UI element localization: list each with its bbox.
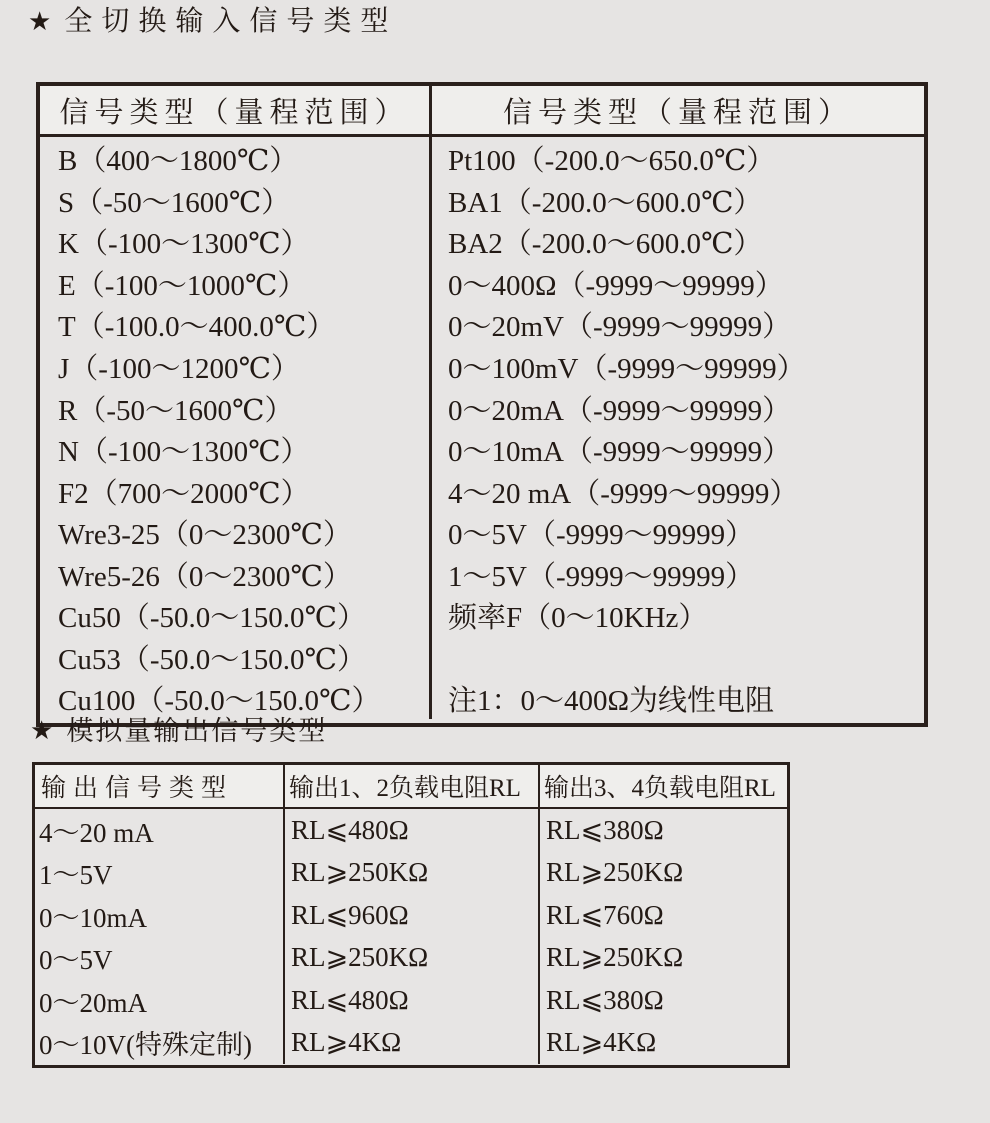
- output-signal-cell: 1～5V: [35, 852, 285, 895]
- signal-row: 频率F（0～10KHz）: [448, 602, 708, 635]
- output-signal-cell: 0～10mA: [35, 894, 285, 937]
- signal-row: 0～5V（-9999～99999）: [448, 519, 755, 552]
- input-table-header-row: [40, 86, 924, 137]
- note-row: 注1：0～400Ω为线性电阻: [448, 685, 775, 718]
- signal-row: 4～20 mA（-9999～99999）: [448, 477, 799, 510]
- load-resistance-cell: RL⩾250KΩ: [285, 937, 540, 980]
- signal-row: 0～20mA（-9999～99999）: [448, 394, 792, 427]
- signal-row: E（-100～1000℃）: [58, 269, 307, 302]
- load-resistance-cell: RL⩽480Ω: [285, 979, 540, 1022]
- signal-row: Wre3-25（0～2300℃）: [58, 519, 352, 552]
- input-table-body: [40, 137, 924, 719]
- signal-row: 0～100mV（-9999～99999）: [448, 353, 806, 385]
- input-signal-table: [36, 82, 928, 727]
- signal-row: R（-50～1600℃）: [58, 394, 294, 427]
- output-table-header-row: [35, 765, 787, 809]
- signal-row: 0～20mV（-9999～99999）: [448, 311, 792, 344]
- output-signal-cell: 4～20 mA: [35, 809, 285, 852]
- signal-row: K（-100～1300℃）: [58, 228, 310, 261]
- signal-row: BA2（-200.0～600.0℃）: [448, 228, 763, 261]
- load-resistance-cell: RL⩽380Ω: [546, 814, 664, 845]
- load-resistance-cell: RL⩽760Ω: [546, 899, 664, 930]
- load-resistance-cell: RL⩽480Ω: [285, 809, 540, 852]
- load-resistance-cell: RL⩾250KΩ: [546, 857, 684, 888]
- output-table-body: [35, 809, 787, 1064]
- signal-row: J（-100～1200℃）: [58, 353, 300, 385]
- input-table-header-right: 信号类型（量程范围）: [502, 96, 853, 129]
- table-row: [35, 979, 787, 1022]
- star-icon: ★: [28, 7, 52, 36]
- output-signal-cell: 0～20mA: [35, 979, 285, 1022]
- signal-row: Wre5-26（0～2300℃）: [58, 560, 352, 593]
- load-resistance-cell: RL⩽960Ω: [285, 894, 540, 937]
- table-row: [35, 894, 787, 937]
- table-row: [35, 852, 787, 895]
- input-table-right-column: [432, 137, 924, 719]
- input-signal-heading: [28, 4, 397, 40]
- load-resistance-cell: RL⩾250KΩ: [546, 942, 684, 973]
- table-row: [35, 1022, 787, 1065]
- output-signal-table: [32, 762, 790, 1068]
- signal-row: N（-100～1300℃）: [58, 436, 310, 469]
- input-table-left-column: [40, 137, 432, 719]
- load-resistance-cell: RL⩽380Ω: [546, 984, 664, 1015]
- input-table-header-left: 信号类型（量程范围）: [40, 86, 432, 134]
- signal-row: S（-50～1600℃）: [58, 186, 291, 219]
- signal-row: B（400～1800℃）: [58, 145, 299, 178]
- output-signal-cell: 0～10V(特殊定制): [35, 1022, 285, 1065]
- table-row: [35, 937, 787, 980]
- output-table-header-load-12: 输出1、2负载电阻RL: [285, 765, 540, 807]
- signal-row: Cu50（-50.0～150.0℃）: [58, 602, 366, 635]
- input-signal-heading-text: 全切换输入信号类型: [64, 6, 398, 37]
- signal-row: Cu53（-50.0～150.0℃）: [58, 643, 366, 676]
- signal-row: BA1（-200.0～600.0℃）: [448, 186, 763, 219]
- output-signal-heading: [30, 713, 327, 749]
- output-table-header-load-34: 输出3、4负载电阻RL: [544, 775, 776, 802]
- table-row: [35, 809, 787, 852]
- output-signal-heading-text: 模拟量输出信号类型: [66, 716, 328, 746]
- signal-row: 0～400Ω（-9999～99999）: [448, 269, 784, 302]
- load-resistance-cell: RL⩾4KΩ: [546, 1027, 657, 1058]
- output-signal-cell: 0～5V: [35, 937, 285, 980]
- signal-row: F2（700～2000℃）: [58, 477, 310, 510]
- load-resistance-cell: RL⩾4KΩ: [285, 1022, 540, 1065]
- star-icon: ★: [30, 716, 54, 745]
- signal-row: 1～5V（-9999～99999）: [448, 560, 755, 593]
- output-table-header-signal-type: 输出信号类型: [35, 765, 285, 807]
- signal-row: Pt100（-200.0～650.0℃）: [448, 145, 776, 178]
- load-resistance-cell: RL⩾250KΩ: [285, 852, 540, 895]
- signal-row: T（-100.0～400.0℃）: [58, 311, 336, 344]
- signal-row: 0～10mA（-9999～99999）: [448, 436, 792, 469]
- signal-row: Cu100（-50.0～150.0℃）: [58, 685, 381, 718]
